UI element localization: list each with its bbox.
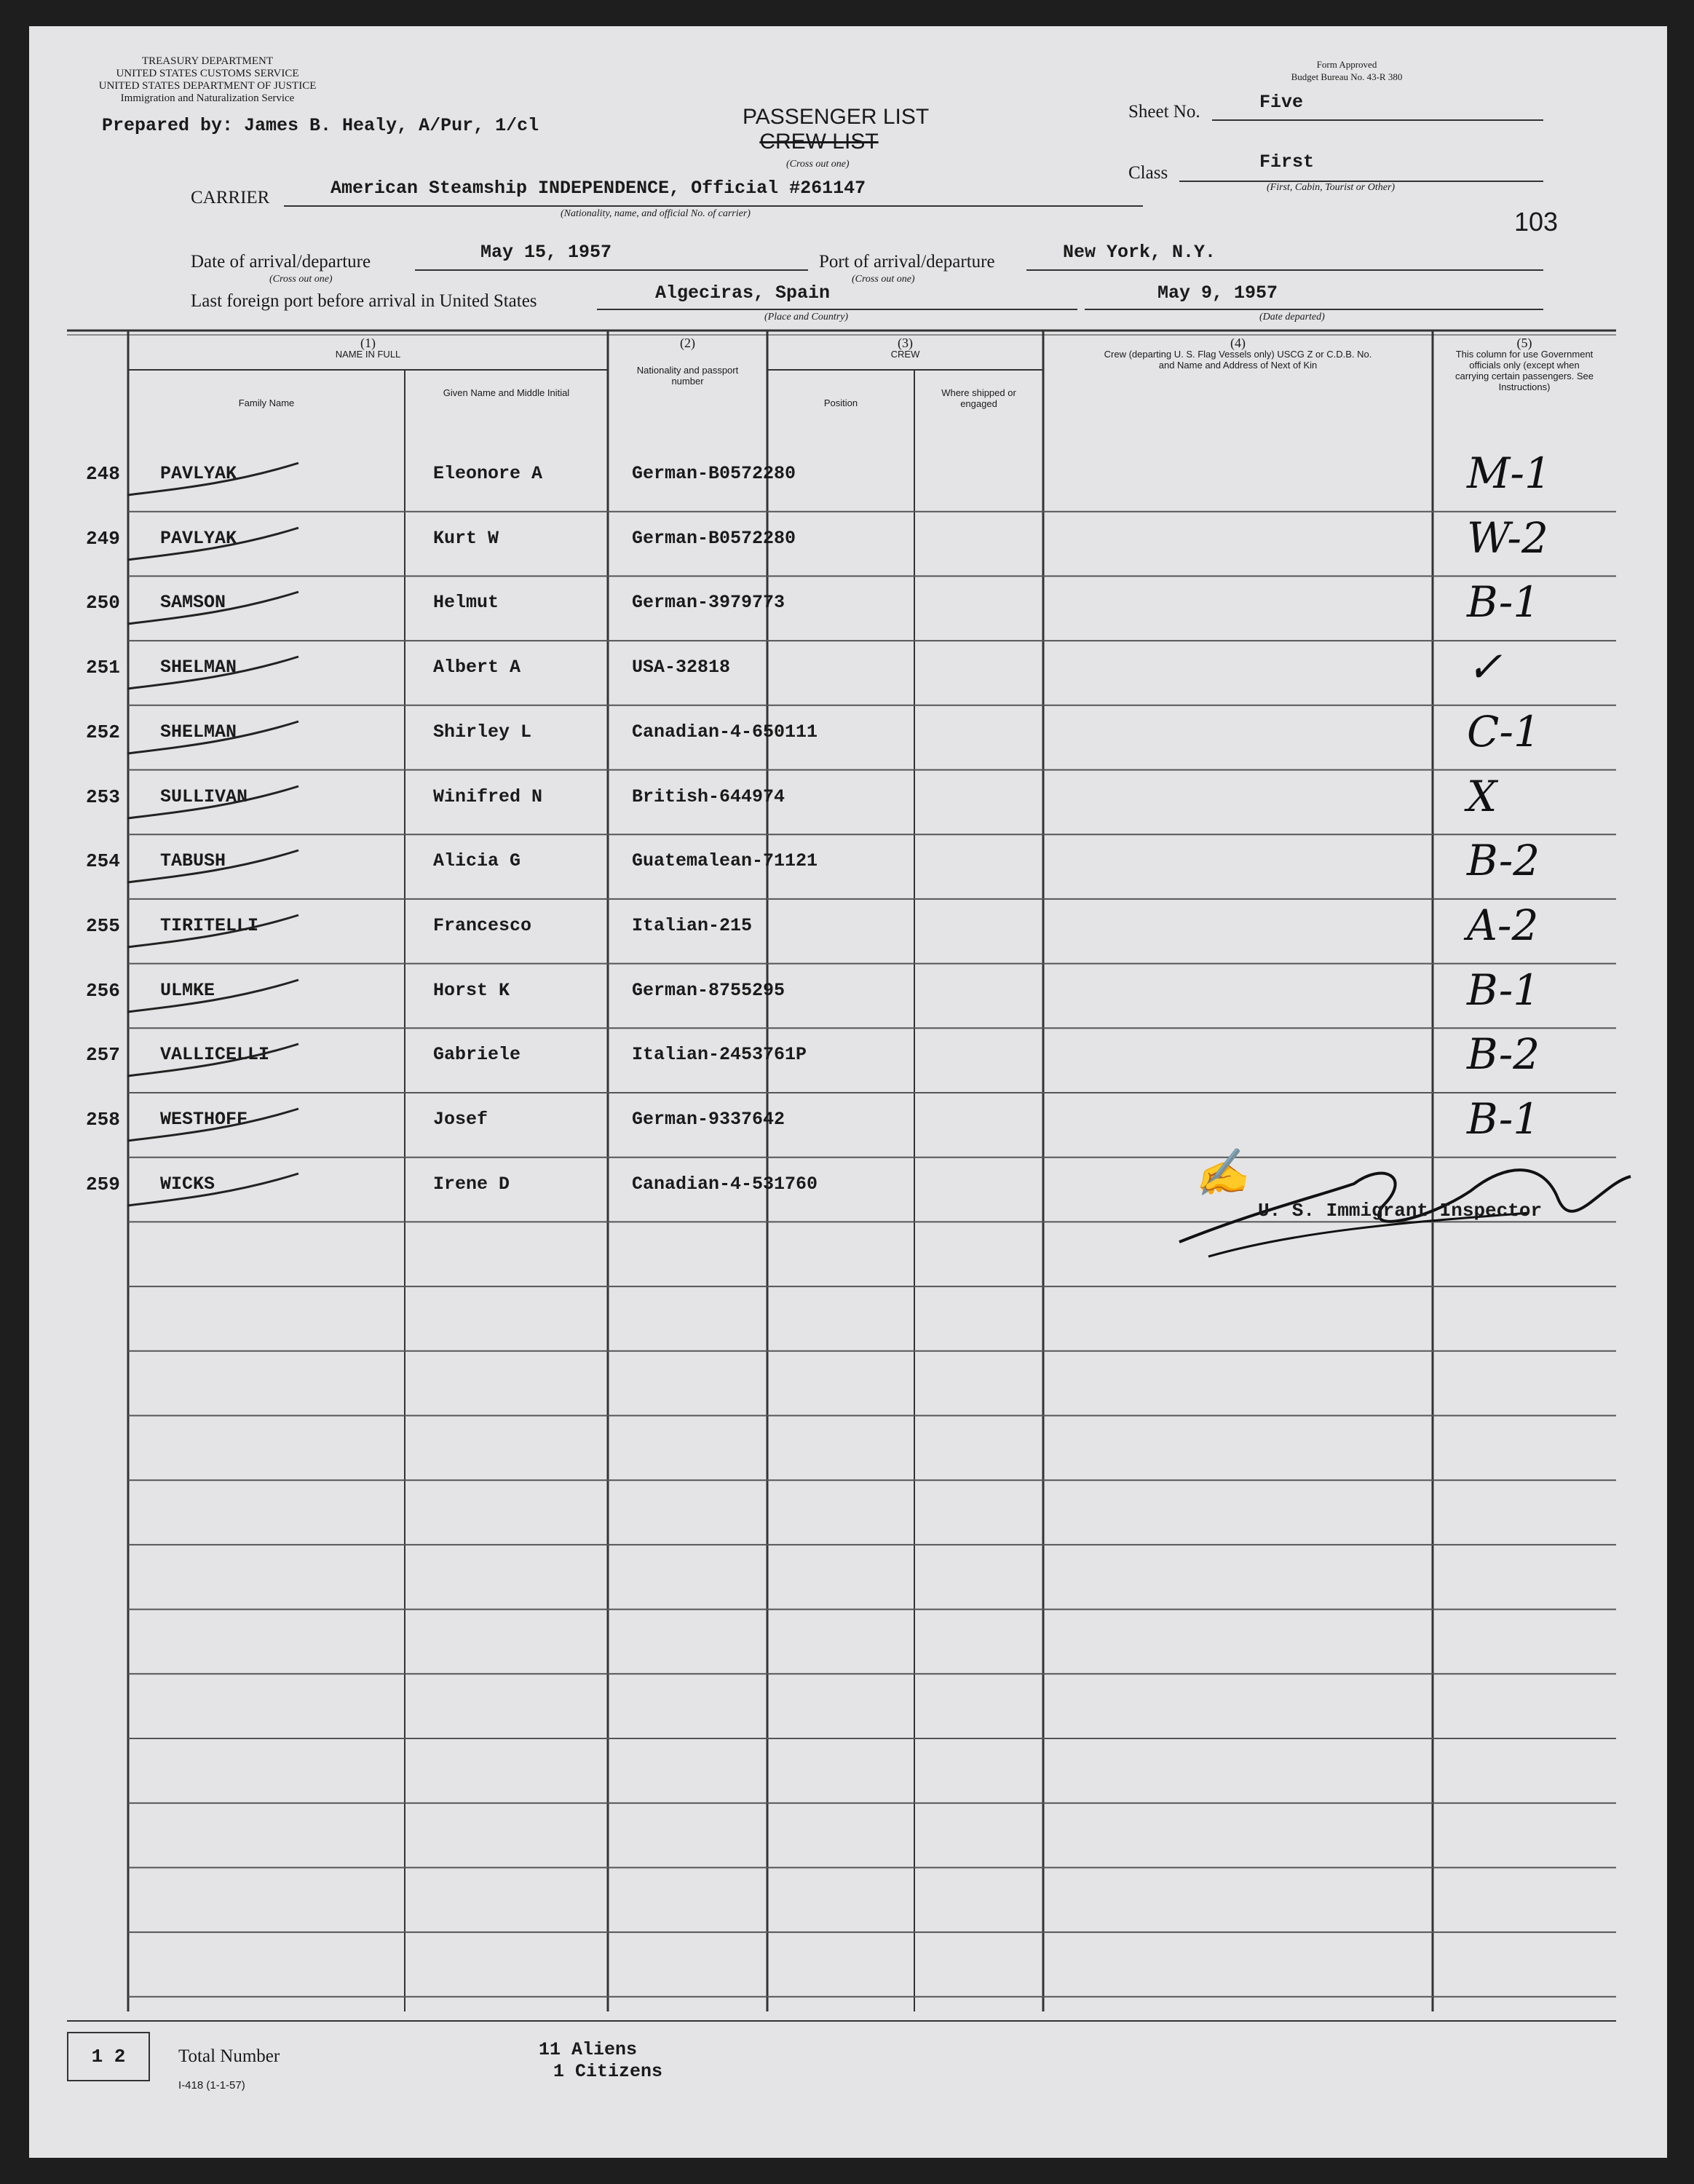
row-number: 259 bbox=[86, 1173, 120, 1195]
table-row bbox=[29, 447, 1667, 512]
check-stroke-icon bbox=[124, 974, 313, 1018]
nationality-passport: German-B0572280 bbox=[632, 463, 796, 484]
col-2-header: (2) Nationality and passport number bbox=[636, 336, 739, 387]
check-stroke-icon bbox=[124, 1103, 313, 1147]
family-name: PAVLYAK bbox=[160, 527, 237, 549]
family-name: TIRITELLI bbox=[160, 914, 259, 936]
check-stroke-icon bbox=[124, 909, 313, 953]
official-code: B-2 bbox=[1467, 836, 1540, 886]
family-name: WICKS bbox=[160, 1173, 215, 1195]
table-row bbox=[29, 641, 1667, 705]
cross-out-note-date: (Cross out one) bbox=[269, 274, 333, 285]
last-port-value: Algeciras, Spain bbox=[655, 282, 831, 304]
family-name: SHELMAN bbox=[160, 721, 237, 743]
given-name: Horst K bbox=[433, 979, 510, 1001]
row-number: 248 bbox=[86, 463, 120, 485]
place-country-note: (Place and Country) bbox=[764, 312, 849, 323]
family-name: SAMSON bbox=[160, 592, 226, 614]
total-breakdown: 11 Aliens 1 Citizens bbox=[539, 2039, 663, 2082]
nationality-passport: German-8755295 bbox=[632, 979, 785, 1001]
where-shipped-header: Where shipped or engaged bbox=[941, 387, 1016, 409]
table-row bbox=[29, 576, 1667, 641]
given-name: Gabriele bbox=[433, 1044, 521, 1066]
col-1-header: (1) NAME IN FULL bbox=[335, 336, 401, 360]
check-stroke-icon bbox=[124, 1038, 313, 1082]
table-row bbox=[29, 705, 1667, 770]
date-departed-value: May 9, 1957 bbox=[1157, 282, 1278, 304]
nationality-passport: Canadian-4-531760 bbox=[632, 1173, 818, 1195]
cross-out-note-title: (Cross out one) bbox=[786, 159, 850, 170]
row-number: 249 bbox=[86, 527, 120, 550]
row-number: 253 bbox=[86, 786, 120, 808]
check-stroke-icon bbox=[124, 522, 313, 566]
official-code: ✓ bbox=[1467, 642, 1503, 692]
check-stroke-icon bbox=[124, 457, 313, 501]
agency-header: TREASURY DEPARTMENT UNITED STATES CUSTOMS SERVICE UNITED STATES DEPARTMENT OF JUSTICE Immigration and Naturalization Service bbox=[98, 55, 317, 104]
family-name: TABUSH bbox=[160, 850, 226, 872]
row-number: 252 bbox=[86, 721, 120, 743]
nationality-passport: German-3979773 bbox=[632, 592, 785, 614]
given-name: Kurt W bbox=[433, 527, 499, 549]
row-number: 251 bbox=[86, 657, 120, 679]
check-stroke-icon bbox=[124, 651, 313, 695]
family-name: PAVLYAK bbox=[160, 463, 237, 484]
port-arrival-label: Port of arrival/departure bbox=[819, 252, 995, 272]
form-number: I-418 (1-1-57) bbox=[178, 2079, 245, 2092]
form-approved: Form Approved Budget Bureau No. 43-R 380 bbox=[1291, 59, 1403, 82]
row-number: 254 bbox=[86, 850, 120, 873]
given-name-header: Given Name and Middle Initial bbox=[443, 387, 570, 398]
check-stroke-icon bbox=[124, 844, 313, 888]
class-label: Class bbox=[1128, 163, 1168, 183]
check-stroke-icon bbox=[124, 716, 313, 759]
table-row bbox=[29, 512, 1667, 577]
col-5-header: (5) This column for use Government officials only (except when carrying certain passengers. See Instructions) bbox=[1454, 336, 1594, 392]
total-box: 1 2 bbox=[67, 2032, 150, 2081]
row-number: 250 bbox=[86, 592, 120, 614]
table-row bbox=[29, 770, 1667, 835]
official-code: A-2 bbox=[1467, 900, 1539, 950]
sheet-no-label: Sheet No. bbox=[1128, 102, 1200, 122]
family-name: ULMKE bbox=[160, 979, 215, 1001]
official-code: B-2 bbox=[1467, 1029, 1540, 1080]
carrier-value: American Steamship INDEPENDENCE, Official #261147 bbox=[331, 178, 866, 199]
given-name: Winifred N bbox=[433, 786, 543, 807]
last-port-label: Last foreign port before arrival in United States bbox=[191, 291, 537, 311]
date-arrival-label: Date of arrival/departure bbox=[191, 252, 371, 272]
nationality-passport: British-644974 bbox=[632, 786, 785, 807]
official-code: C-1 bbox=[1467, 706, 1540, 756]
row-number: 256 bbox=[86, 979, 120, 1002]
form-title: PASSENGER LIST CREW LIST bbox=[743, 105, 930, 154]
given-name: Francesco bbox=[433, 914, 532, 936]
official-code: B-1 bbox=[1467, 577, 1540, 628]
given-name: Shirley L bbox=[433, 721, 532, 743]
given-name: Alicia G bbox=[433, 850, 521, 872]
table-row bbox=[29, 1028, 1667, 1093]
check-stroke-icon bbox=[124, 586, 313, 630]
official-code: B-1 bbox=[1467, 965, 1540, 1015]
nationality-passport: USA-32818 bbox=[632, 657, 731, 678]
sheet-no-value: Five bbox=[1259, 92, 1304, 113]
cross-out-note-port: (Cross out one) bbox=[852, 274, 915, 285]
inspector-signature: ✍ bbox=[1191, 1145, 1251, 1202]
form-sheet bbox=[29, 26, 1667, 2158]
given-name: Irene D bbox=[433, 1173, 510, 1195]
given-name: Helmut bbox=[433, 592, 499, 614]
class-value: First bbox=[1259, 151, 1315, 173]
given-name: Albert A bbox=[433, 657, 521, 678]
official-code: W-2 bbox=[1467, 513, 1548, 563]
nationality-passport: German-9337642 bbox=[632, 1109, 785, 1130]
family-name-header: Family Name bbox=[238, 397, 295, 408]
official-code: M-1 bbox=[1467, 448, 1551, 498]
table-row bbox=[29, 899, 1667, 964]
row-number: 257 bbox=[86, 1044, 120, 1067]
prepared-by: Prepared by: James B. Healy, A/Pur, 1/cl bbox=[102, 115, 539, 136]
row-number: 255 bbox=[86, 914, 120, 937]
nationality-passport: Italian-2453761P bbox=[632, 1044, 807, 1066]
nationality-passport: Guatemalean-71121 bbox=[632, 850, 818, 872]
date-departed-note: (Date departed) bbox=[1259, 312, 1325, 323]
nationality-passport: Canadian-4-650111 bbox=[632, 721, 818, 743]
nationality-passport: German-B0572280 bbox=[632, 527, 796, 549]
nationality-passport: Italian-215 bbox=[632, 914, 753, 936]
total-number-label: Total Number bbox=[178, 2046, 280, 2066]
given-name: Eleonore A bbox=[433, 463, 543, 484]
table-row bbox=[29, 834, 1667, 899]
carrier-note: (Nationality, name, and official No. of carrier) bbox=[561, 208, 751, 219]
port-arrival-value: New York, N.Y. bbox=[1063, 242, 1216, 263]
family-name: SHELMAN bbox=[160, 657, 237, 678]
col-3-header: (3) CREW bbox=[890, 336, 920, 360]
family-name: VALLICELLI bbox=[160, 1044, 270, 1066]
official-code: B-1 bbox=[1467, 1094, 1540, 1144]
class-options: (First, Cabin, Tourist or Other) bbox=[1267, 182, 1396, 193]
official-code: X bbox=[1467, 771, 1497, 821]
inspector-title: U. S. Immigrant Inspector bbox=[1258, 1200, 1543, 1222]
row-number: 258 bbox=[86, 1109, 120, 1131]
table-row bbox=[29, 964, 1667, 1029]
family-name: SULLIVAN bbox=[160, 786, 248, 807]
family-name: WESTHOFF bbox=[160, 1109, 248, 1130]
page-number: 103 bbox=[1514, 207, 1559, 237]
check-stroke-icon bbox=[124, 780, 313, 824]
carrier-label: CARRIER bbox=[191, 188, 270, 207]
col-4-header: (4) Crew (departing U. S. Flag Vessels only) USCG Z or C.D.B. No. and Name and Address of Next of Kin bbox=[1104, 336, 1372, 371]
given-name: Josef bbox=[433, 1109, 488, 1130]
position-header: Position bbox=[823, 397, 858, 408]
check-stroke-icon bbox=[124, 1168, 313, 1211]
arrival-date-value: May 15, 1957 bbox=[480, 242, 612, 263]
